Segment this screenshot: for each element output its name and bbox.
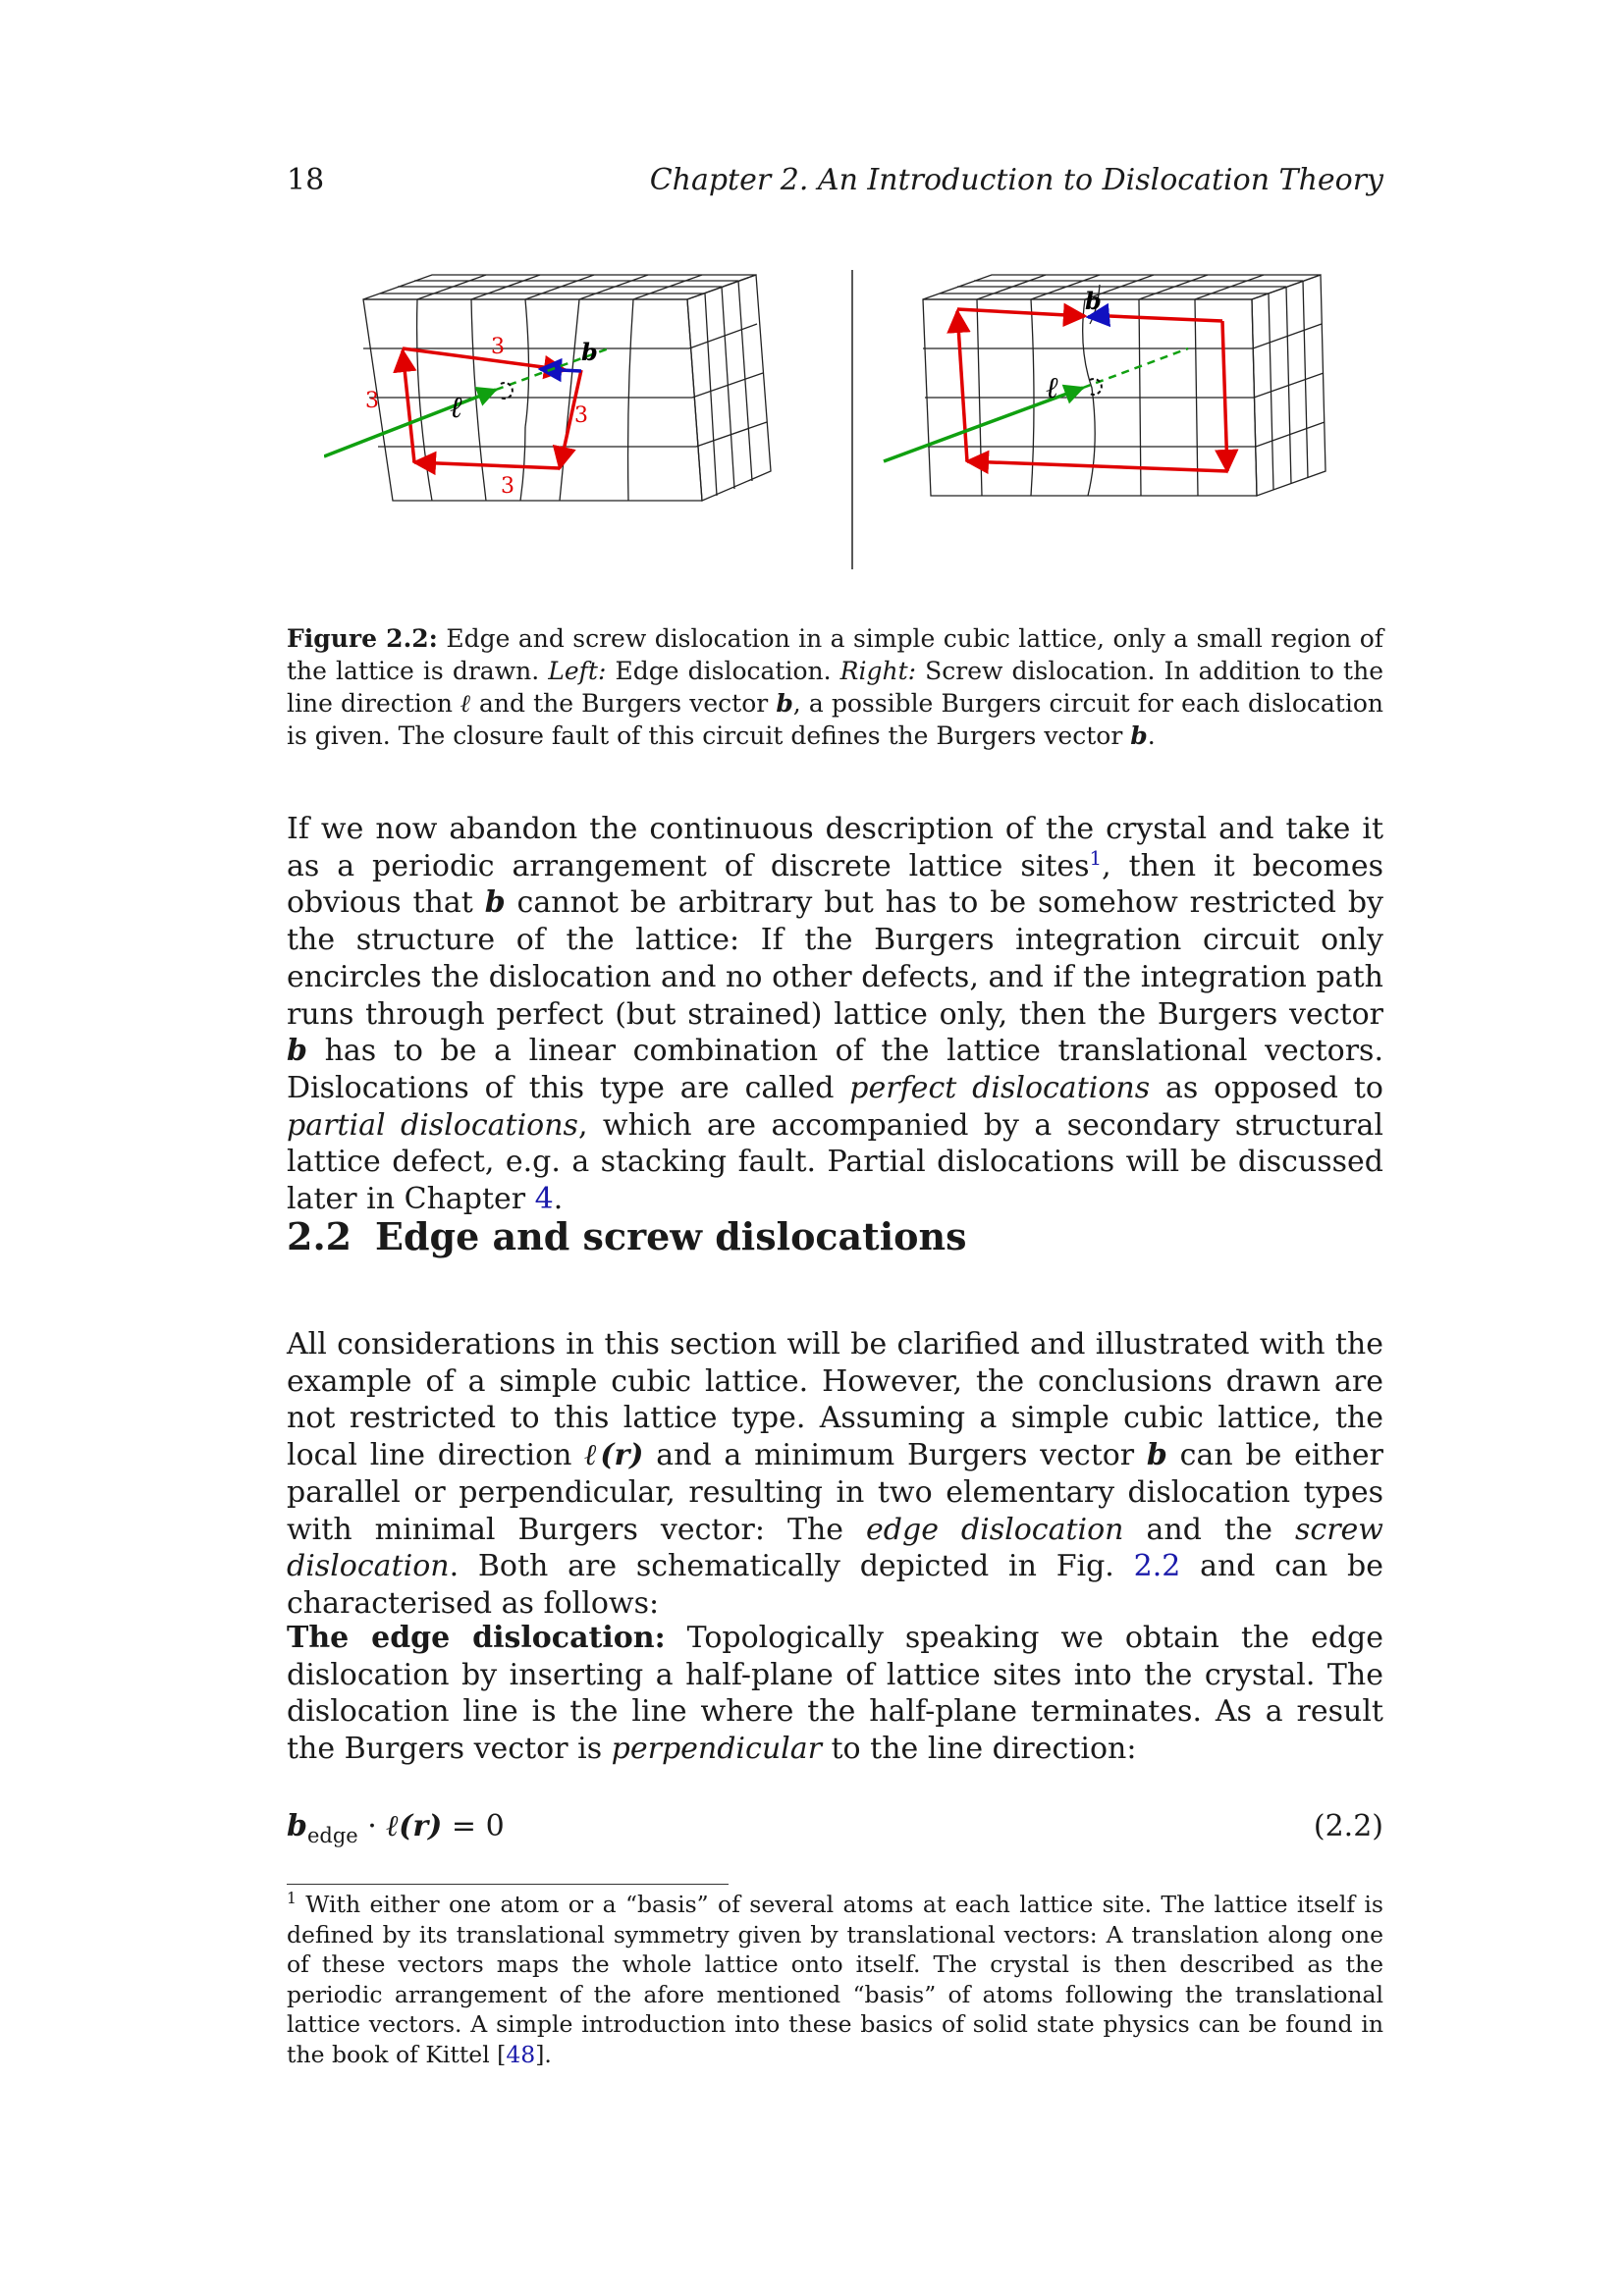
edge-dislocation-heading: The edge dislocation: [287,1621,666,1655]
section-heading [287,1214,967,1258]
edge-dislocation-lattice [363,275,771,501]
screw-burgers-label: b [1085,287,1102,315]
footnote-mark: 1 [287,1890,297,1908]
paragraph-simple-cubic: All considerations in this section will be clarified and illustrated with the example of a simple cubic lattice. However, the conclusions drawn are not restricted to this lattice type. Assuming a simple cubic lattice, the local line direction ℓ(r) and a minimum Burgers vector b can be either parallel or perpendicular, resulting in two elementary dislocation types with minimal Burgers vector: The edge dislocation and the screw dislocation. Both are schematically depicted in Fig. 2.2 and can be characterised as follows: [287,1327,1383,1621]
section-number: 2.2 [287,1214,352,1258]
citation-48-link[interactable]: 48 [506,2040,536,2068]
section-title: Edge and screw dislocations [375,1214,967,1258]
edge-circuit-label-left: 3 [365,389,379,413]
edge-circuit-label-bottom: 3 [501,474,514,499]
edge-circuit-label-top: 3 [491,335,505,359]
page-number: 18 [287,163,325,197]
running-header: Chapter 2. An Introduction to Dislocation Theory [649,163,1383,197]
chapter-4-link[interactable]: 4 [534,1182,554,1217]
screw-dislocation-line [884,348,1188,461]
footnote: $^1$ With either one atom or a “basis” of several atoms at each lattice site. The lattice itself is defined by its translational symmetry given by translational vectors: A translation along one of these vectors maps the whole lattice onto itself. The crystal is then described as the periodic arrangement of the afore mentioned “basis” of atoms following the translational lattice vectors. A simple introduction into these basics of solid state physics can be found in the book of Kittel [48]. [287,1890,1383,2068]
equation-number: (2.2) [1313,1809,1383,1843]
figure-caption: Figure 2.2: Edge and screw dislocation in a simple cubic lattice, only a small region of the lattice is drawn. Left: Edge dislocation. Right: Screw dislocation. In addition to the line direction ℓ and the Burgers vector b, a possible Burgers circuit for each dislocation is given. The closure fault of this circuit defines the Burgers vector b. [287,624,1383,750]
edge-burgers-circuit [403,348,581,468]
footnote-mark-link[interactable]: 1 [1089,846,1103,870]
figure-2-2 [324,250,1355,584]
paragraph-lattice-sites: If we now abandon the continuous description of the crystal and take it as a periodic arrangement of discrete lattice sites$^1$, then it becomes obvious that b cannot be arbitrary but has to be somehow restricted by the structure of the lattice: If the Burgers integration circuit only encircles the dislocation and no other defects, and if the integration path runs through perfect (but strained) lattice only, then the Burgers vector b has to be a linear combination of the lattice translational vectors. Dislocations of this type are called perfect dislocations as opposed to partial dislocations, which are accompanied by a secondary structural lattice defect, e.g. a stacking fault. Partial dislocations will be discussed later in Chapter 4. [287,812,1383,1217]
edge-line-label: ℓ [450,391,462,425]
screw-line-label: ℓ [1046,371,1058,405]
edge-burgers-label: b [581,338,598,366]
caption-label: Figure 2.2: [287,624,438,653]
paragraph-edge-dislocation: The edge dislocation: Topologically speaking we obtain the edge dislocation by inserting a half-plane of lattice sites into the crystal. The dislocation line is the line where the half-plane terminates. As a result the Burgers vector is perpendicular to the line direction: [287,1621,1383,1767]
edge-burgers-vector [540,369,581,371]
footnote-rule [287,1884,729,1885]
figure-2-2-link[interactable]: 2.2 [1133,1549,1181,1584]
screw-burgers-vector [1088,315,1109,317]
edge-circuit-label-right: 3 [574,403,588,428]
equation-2-2: $b_{edge}$ · ℓ(r) = 0 [287,1809,505,1847]
